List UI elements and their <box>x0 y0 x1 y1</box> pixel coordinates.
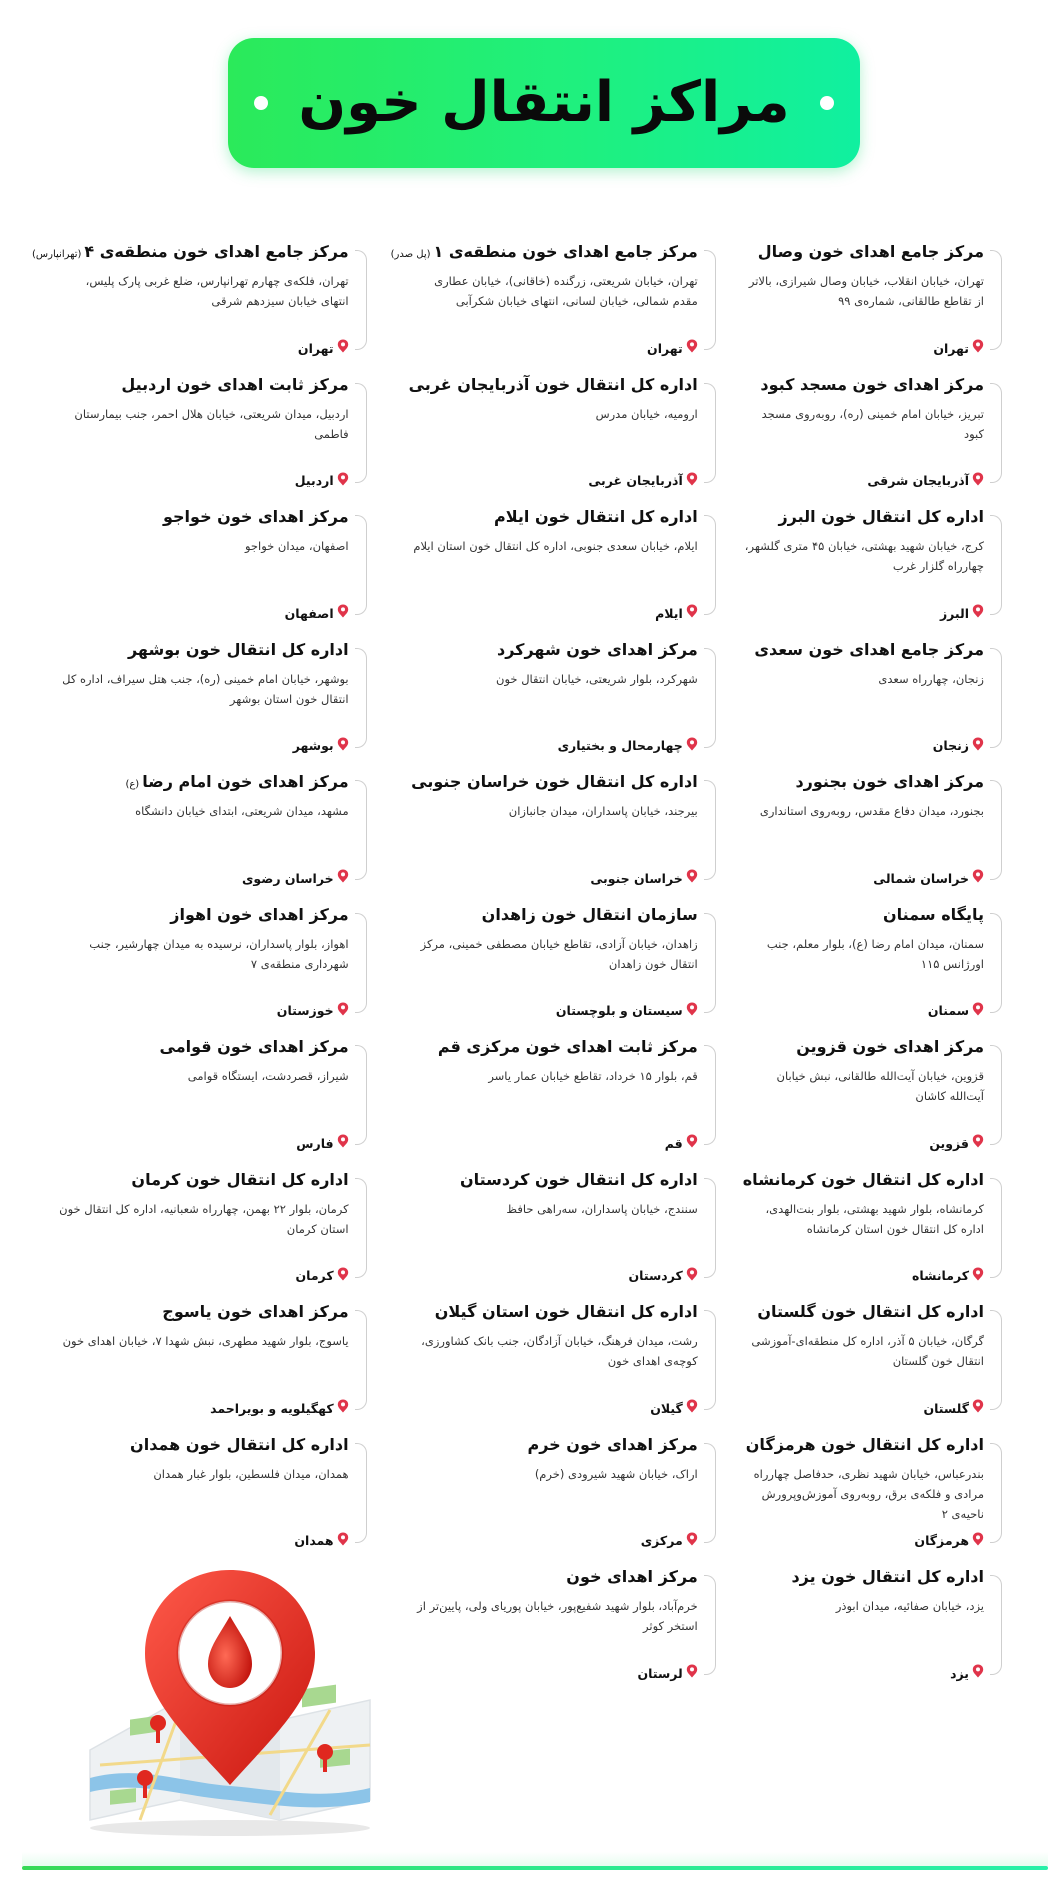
entry-bracket <box>355 780 367 880</box>
center-title <box>157 1035 349 1062</box>
entry-bracket <box>704 383 716 483</box>
center-title <box>880 903 984 930</box>
province-label: آذربایجان غربی <box>588 473 683 488</box>
center-title <box>491 505 698 532</box>
blood-center-entry <box>740 1168 1002 1286</box>
center-title-text: مرکز اهدای خون قزوین <box>796 1037 984 1056</box>
province-label: قم <box>664 1135 683 1151</box>
center-title-text: مرکز جامع اهدای خون سعدی <box>754 639 984 659</box>
entry-bracket <box>704 250 716 350</box>
center-address: همدان، میدان فلسطین، بلوار غبار همدان <box>153 1466 349 1481</box>
map-pin-icon <box>972 604 984 623</box>
province-label: سمنان <box>927 1003 969 1018</box>
footer-divider <box>22 1866 1048 1870</box>
map-pin-icon <box>337 1134 349 1153</box>
map-pin-icon <box>337 339 349 358</box>
map-pin-icon <box>337 869 349 888</box>
province-label: تهران <box>297 340 334 356</box>
center-title-text: اداره کل انتقال خون استان گیلان <box>434 1302 698 1321</box>
blood-center-entry <box>391 903 716 1021</box>
center-address: تبریز، خیابان امام خمینی (ره)، روبه‌روی مسجد کبود <box>761 406 984 441</box>
center-address: ایلام، خیابان سعدی جنوبی، اداره کل انتقال خون استان ایلام <box>413 539 698 553</box>
map-pin-icon <box>686 472 698 491</box>
center-title-text: اداره کل انتقال خون کرمانشاه <box>742 1169 984 1189</box>
province-label: گیلان <box>650 1400 683 1416</box>
center-province <box>285 604 349 623</box>
blood-center-entry <box>740 1035 1002 1153</box>
center-title <box>743 1433 984 1460</box>
center-province <box>293 737 349 756</box>
entry-bracket <box>704 1045 716 1145</box>
blood-center-entry <box>391 1300 716 1418</box>
blood-center-entry <box>391 1168 716 1286</box>
province-label: فارس <box>296 1135 334 1151</box>
map-pin-icon <box>972 1267 984 1286</box>
center-address: اردبیل، میدان شریعتی، خیابان هلال احمر، جنب بیمارستان فاطمی <box>74 406 349 441</box>
center-title-text: اداره کل انتقال خون کردستان <box>459 1169 698 1189</box>
center-address: بندرعباس، خیابان شهید نظری، حدفاصل چهارراه مرادی و فلکه‌ی برق، روبه‌روی آموزش‌وپرورش ناحیه‌ی ۲ <box>753 1466 984 1521</box>
map-pin-icon <box>686 737 698 756</box>
center-address: بجنورد، میدان دفاع مقدس، روبه‌روی استانداری <box>759 804 984 818</box>
province-label: هرمزگان <box>914 1533 969 1548</box>
center-title <box>391 240 698 267</box>
center-title-text: سازمان انتقال خون زاهدان <box>481 904 698 924</box>
blood-center-entry <box>32 638 367 756</box>
center-title-text: مرکز اهدای خون خواجو <box>162 507 349 526</box>
entry-bracket <box>704 1443 716 1543</box>
blood-center-entry <box>740 903 1002 1021</box>
blood-center-entry <box>32 1300 367 1418</box>
center-title-text: مرکز اهدای خون خرم <box>527 1434 698 1454</box>
map-pin-icon <box>337 737 349 756</box>
center-title-text: اداره کل انتقال خون ایلام <box>494 507 698 526</box>
blood-center-entry <box>32 240 367 358</box>
map-pin-icon <box>972 1532 984 1551</box>
entry-bracket <box>355 648 367 748</box>
province-label: کرمان <box>295 1268 334 1283</box>
province-label: آذربایجان شرقی <box>867 473 969 488</box>
center-address: مشهد، میدان شریعتی، ابتدای خیابان دانشگاه <box>135 804 349 818</box>
blood-center-entry <box>32 770 367 888</box>
center-address: گرگان، خیابان ۵ آذر، اداره کل منطقه‌ای-آموزشی انتقال خون گلستان <box>751 1334 984 1368</box>
center-title <box>128 1168 348 1195</box>
entry-bracket <box>990 1310 1002 1410</box>
blood-center-entry <box>32 903 367 1021</box>
entry-bracket <box>990 383 1002 483</box>
banner-dot-left <box>254 96 268 110</box>
center-province <box>210 1399 348 1418</box>
center-address: یزد، خیابان صفائیه، میدان ابوذر <box>835 1599 984 1613</box>
center-title-text: مرکز ثابت اهدای خون اردبیل <box>121 374 349 394</box>
blood-center-entry <box>740 1565 1002 1683</box>
center-address: کرمانشاه، بلوار شهید بهشتی، بلوار بنت‌الهدی، اداره کل انتقال خون استان کرمانشاه <box>765 1201 984 1236</box>
center-address: خرم‌آباد، بلوار شهید شفیع‌پور، خیابان پوریای ولی، پایین‌تر از استخر کوثر <box>417 1599 698 1633</box>
center-province <box>242 869 349 888</box>
center-title <box>479 903 698 930</box>
blood-center-entry <box>740 240 1002 358</box>
province-label: مرکزی <box>640 1533 683 1548</box>
map-pin-icon <box>972 1134 984 1153</box>
map-pin-icon <box>972 869 984 888</box>
entry-bracket <box>704 515 716 615</box>
center-title-text: مرکز اهدای خون شهرکرد <box>497 639 698 659</box>
province-label: خراسان جنوبی <box>590 870 683 886</box>
province-label: خراسان رضوی <box>241 870 334 886</box>
map-pin-icon <box>686 1267 698 1286</box>
header-banner <box>228 38 860 168</box>
center-province <box>650 1399 698 1418</box>
center-title <box>751 638 984 665</box>
entry-bracket <box>355 515 367 615</box>
center-address: رشت، میدان فرهنگ، خیابان آزادگان، جنب بانک کشاورزی، کوچه‌ی اهدای خون <box>421 1334 698 1368</box>
map-pin-icon <box>972 472 984 491</box>
province-label: سیستان و بلوچستان <box>555 1003 683 1018</box>
center-title <box>435 1035 698 1062</box>
center-address: بوشهر، خیابان امام خمینی (ره)، جنب هتل سیراف، اداره کل انتقال خون استان بوشهر <box>62 671 349 706</box>
center-title-text: اداره کل انتقال خون کرمان <box>131 1169 349 1189</box>
center-title <box>32 240 349 267</box>
entry-bracket <box>990 250 1002 350</box>
center-title <box>757 373 984 400</box>
province-label: زنجان <box>932 738 969 753</box>
page-title: مراکز انتقال خون <box>298 70 790 135</box>
center-province <box>928 1002 984 1021</box>
center-province <box>940 604 984 623</box>
blood-center-entry <box>740 770 1002 888</box>
blood-center-entry <box>391 240 716 358</box>
map-pin-icon <box>972 737 984 756</box>
map-pin-icon <box>972 1664 984 1683</box>
center-province <box>277 1002 349 1021</box>
map-pin-icon <box>972 1399 984 1418</box>
entry-bracket <box>704 1178 716 1278</box>
center-province <box>950 1664 984 1683</box>
blood-center-entry <box>740 505 1002 623</box>
center-province <box>914 1532 984 1551</box>
center-province <box>641 1532 698 1551</box>
province-label: خراسان شمالی <box>873 870 969 886</box>
center-title <box>159 1300 348 1327</box>
center-province <box>590 869 697 888</box>
center-province <box>558 737 698 756</box>
center-address: اهواز، بلوار پاسداران، نرسیده به میدان چهارشیر، جنب شهرداری منطقه‌ی ۷ <box>89 936 349 971</box>
center-title <box>494 638 698 665</box>
center-title-text: اداره کل انتقال خون یزد <box>791 1567 984 1586</box>
map-pin-icon <box>337 1002 349 1021</box>
map-pin-icon <box>686 1399 698 1418</box>
center-title <box>432 1300 698 1327</box>
province-label: تهران <box>647 340 683 356</box>
center-title <box>167 903 348 930</box>
entry-bracket <box>990 515 1002 615</box>
center-title <box>406 373 698 400</box>
province-label: یزد <box>950 1665 969 1681</box>
center-province <box>923 1399 984 1418</box>
center-address: اصفهان، میدان خواجو <box>244 539 349 553</box>
province-label: ایلام <box>655 605 683 621</box>
map-pin-icon <box>686 604 698 623</box>
center-title-text: اداره کل انتقال خون خراسان جنوبی <box>411 772 698 791</box>
center-province <box>929 1134 984 1153</box>
center-title <box>788 1565 984 1592</box>
map-pin-icon <box>686 1134 698 1153</box>
center-title <box>754 1300 984 1327</box>
center-province <box>294 1532 348 1551</box>
center-title-text: مرکز اهدای خون قوامی <box>159 1037 349 1056</box>
province-label: کهگیلویه و بویراحمد <box>210 1400 334 1416</box>
center-address: کرمان، بلوار ۲۲ بهمن، چهارراه شعبانیه، اداره کل انتقال خون استان کرمان <box>59 1201 349 1236</box>
center-province <box>665 1134 698 1153</box>
center-title <box>525 1433 698 1460</box>
center-title-text: اداره کل انتقال خون آذربایجان غربی <box>408 374 698 394</box>
center-title-text: مرکز اهدای خون بجنورد <box>795 772 984 791</box>
footer-glow <box>22 1852 1048 1866</box>
province-label: کرمانشاه <box>912 1268 969 1283</box>
center-province <box>556 1002 698 1021</box>
center-title-text: مرکز جامع اهدای خون وصال <box>757 242 984 261</box>
center-title <box>127 1433 349 1460</box>
entry-bracket <box>990 1443 1002 1543</box>
blood-center-entry <box>740 1300 1002 1418</box>
province-label: چهارمحال و بختیاری <box>557 738 683 753</box>
province-label: اصفهان <box>284 605 334 621</box>
center-province <box>638 1664 698 1683</box>
map-pin-icon <box>686 1532 698 1551</box>
entry-bracket <box>355 250 367 350</box>
center-province <box>295 1267 348 1286</box>
center-title-text: مرکز ثابت اهدای خون مرکزی قم <box>437 1037 698 1056</box>
center-address: زنجان، چهارراه سعدی <box>878 671 984 686</box>
blood-center-entry <box>32 505 367 623</box>
center-title-text: اداره کل انتقال خون هرمزگان <box>745 1434 984 1454</box>
province-label: اردبیل <box>294 473 334 488</box>
entry-bracket <box>355 1178 367 1278</box>
map-pin-icon <box>337 1532 349 1551</box>
center-province <box>588 472 697 491</box>
center-province <box>912 1267 984 1286</box>
map-pin-icon <box>686 339 698 358</box>
center-title <box>755 240 984 267</box>
map-pin-icon <box>337 472 349 491</box>
center-address: تهران، خیابان شریعتی، زرگنده (خاقانی)، خیابان عطاری مقدم شمالی، خیابان لسانی، انتهای خیابان شکرآبی <box>434 274 698 308</box>
center-province <box>933 339 984 358</box>
center-title-text: مرکز جامع اهدای خون منطقه‌ی ۴ <box>84 242 349 261</box>
entry-bracket <box>355 1045 367 1145</box>
blood-center-entry <box>740 638 1002 756</box>
map-pin-icon <box>686 1664 698 1683</box>
center-title <box>792 770 984 797</box>
blood-center-entry <box>740 1433 1002 1551</box>
center-title-text: مرکز اهدای خون <box>566 1567 698 1586</box>
province-label: لرستان <box>637 1665 683 1681</box>
center-address: قم، بلوار ۱۵ خرداد، تقاطع خیابان عمار یاسر <box>488 1069 698 1083</box>
map-pin-icon <box>337 604 349 623</box>
center-address: تهران، فلکه‌ی چهارم تهرانپارس، ضلع غربی پارک پلیس، انتهای خیابان سیزدهم شرقی <box>85 274 349 308</box>
center-address: اراک، خیابان شهید شیرودی (خرم) <box>534 1466 698 1481</box>
province-label: خوزستان <box>276 1003 334 1018</box>
entry-bracket <box>355 913 367 1013</box>
center-province <box>629 1267 698 1286</box>
blood-center-entry <box>391 373 716 491</box>
center-title <box>457 1168 698 1195</box>
center-title-text: مرکز اهدای خون امام رضا <box>142 772 349 791</box>
center-title-suffix: (ع) <box>125 779 140 790</box>
center-title-suffix: (تهرانپارس) <box>32 249 82 260</box>
center-title-text: مرکز اهدای خون اهواز <box>170 904 349 924</box>
blood-center-entry <box>391 638 716 756</box>
entry-bracket <box>704 780 716 880</box>
province-label: قزوین <box>929 1135 969 1151</box>
center-address: سنندج، خیابان پاسداران، سه‌راهی حافظ <box>506 1201 698 1216</box>
center-title-text: مرکز جامع اهدای خون منطقه‌ی ۱ <box>433 242 698 261</box>
entry-bracket <box>990 780 1002 880</box>
center-address: سمنان، میدان امام رضا (ع)، بلوار معلم، جنب اورژانس ۱۱۵ <box>766 936 984 971</box>
center-title-text: اداره کل انتقال خون گلستان <box>757 1302 984 1321</box>
center-address: زاهدان، خیابان آزادی، تقاطع خیابان مصطفی خمینی، مرکز انتقال خون زاهدان <box>420 936 698 971</box>
center-province <box>867 472 984 491</box>
entry-bracket <box>990 913 1002 1013</box>
blood-center-entry <box>32 1035 367 1153</box>
center-address: شهرکرد، بلوار شریعتی، خیابان انتقال خون <box>496 671 698 686</box>
center-title-text: اداره کل انتقال خون همدان <box>130 1434 349 1454</box>
blood-drop-map-pin-icon <box>70 1550 390 1840</box>
entry-bracket <box>704 1310 716 1410</box>
center-title-text: پایگاه سمنان <box>882 904 984 924</box>
map-pin-icon <box>337 1399 349 1418</box>
center-address: تهران، خیابان انقلاب، خیابان وصال شیرازی، بالاتر از تقاطع طالقانی، شماره‌ی ۹۹ <box>748 274 984 308</box>
province-label: بوشهر <box>292 738 334 753</box>
province-label: کردستان <box>628 1268 683 1283</box>
blood-center-entry <box>391 505 716 623</box>
blood-center-entry <box>32 1168 367 1286</box>
blood-center-entry <box>391 1035 716 1153</box>
center-province <box>296 1134 348 1153</box>
center-title-text: اداره کل انتقال خون البرز <box>778 507 984 526</box>
province-label: تهران <box>933 340 969 356</box>
center-province <box>647 339 698 358</box>
entry-bracket <box>704 1575 716 1675</box>
blood-center-entry <box>740 373 1002 491</box>
entry-bracket <box>355 1443 367 1543</box>
center-title <box>160 505 349 532</box>
center-province <box>933 737 984 756</box>
map-pin-icon <box>686 869 698 888</box>
center-title-text: مرکز اهدای خون یاسوج <box>162 1302 349 1321</box>
center-title <box>125 770 348 797</box>
blood-center-entry <box>391 1565 716 1683</box>
blood-centers-list <box>32 240 1002 1698</box>
center-title-text: اداره کل انتقال خون بوشهر <box>127 639 349 659</box>
province-label: گلستان <box>923 1400 969 1416</box>
entry-bracket <box>990 1575 1002 1675</box>
map-pin-icon <box>972 1002 984 1021</box>
center-title-text: مرکز اهدای خون مسجد کبود <box>760 374 984 394</box>
entry-bracket <box>355 1310 367 1410</box>
center-title <box>563 1565 697 1592</box>
entry-bracket <box>990 648 1002 748</box>
center-address: ارومیه، خیابان مدرس <box>595 406 698 421</box>
map-pin-icon <box>972 339 984 358</box>
province-label: همدان <box>294 1533 334 1548</box>
blood-center-entry <box>32 1433 367 1551</box>
blood-center-entry <box>391 770 716 888</box>
center-address: قزوین، خیابان آیت‌الله طالقانی، نبش خیابان آیت‌الله کاشان <box>776 1069 984 1103</box>
center-address: کرج، خیابان شهید بهشتی، خیابان ۴۵ متری گلشهر، چهارراه گلزار غرب <box>744 539 984 573</box>
entry-bracket <box>990 1178 1002 1278</box>
center-address: شیراز، قصردشت، ایستگاه قوامی <box>187 1069 349 1083</box>
center-province <box>873 869 984 888</box>
map-pin-icon <box>337 1267 349 1286</box>
blood-center-entry <box>391 1433 716 1551</box>
entry-bracket <box>704 913 716 1013</box>
center-province <box>295 472 349 491</box>
center-province <box>655 604 698 623</box>
entry-bracket <box>704 648 716 748</box>
center-title <box>793 1035 984 1062</box>
center-title <box>118 373 348 400</box>
banner-dot-right <box>820 96 834 110</box>
center-title-suffix: (پل صدر) <box>390 249 431 260</box>
center-title <box>775 505 984 532</box>
province-label: البرز <box>939 605 969 621</box>
entry-bracket <box>990 1045 1002 1145</box>
center-address: بیرجند، خیابان پاسداران، میدان جانبازان <box>508 804 698 818</box>
blood-center-entry <box>32 373 367 491</box>
entry-bracket <box>355 383 367 483</box>
center-province <box>298 339 349 358</box>
center-title <box>125 638 349 665</box>
center-address: یاسوج، بلوار شهید مطهری، نبش شهدا ۷، خیابان اهدای خون <box>62 1334 349 1348</box>
map-pin-icon <box>686 1002 698 1021</box>
center-title <box>740 1168 984 1195</box>
center-title <box>408 770 698 797</box>
